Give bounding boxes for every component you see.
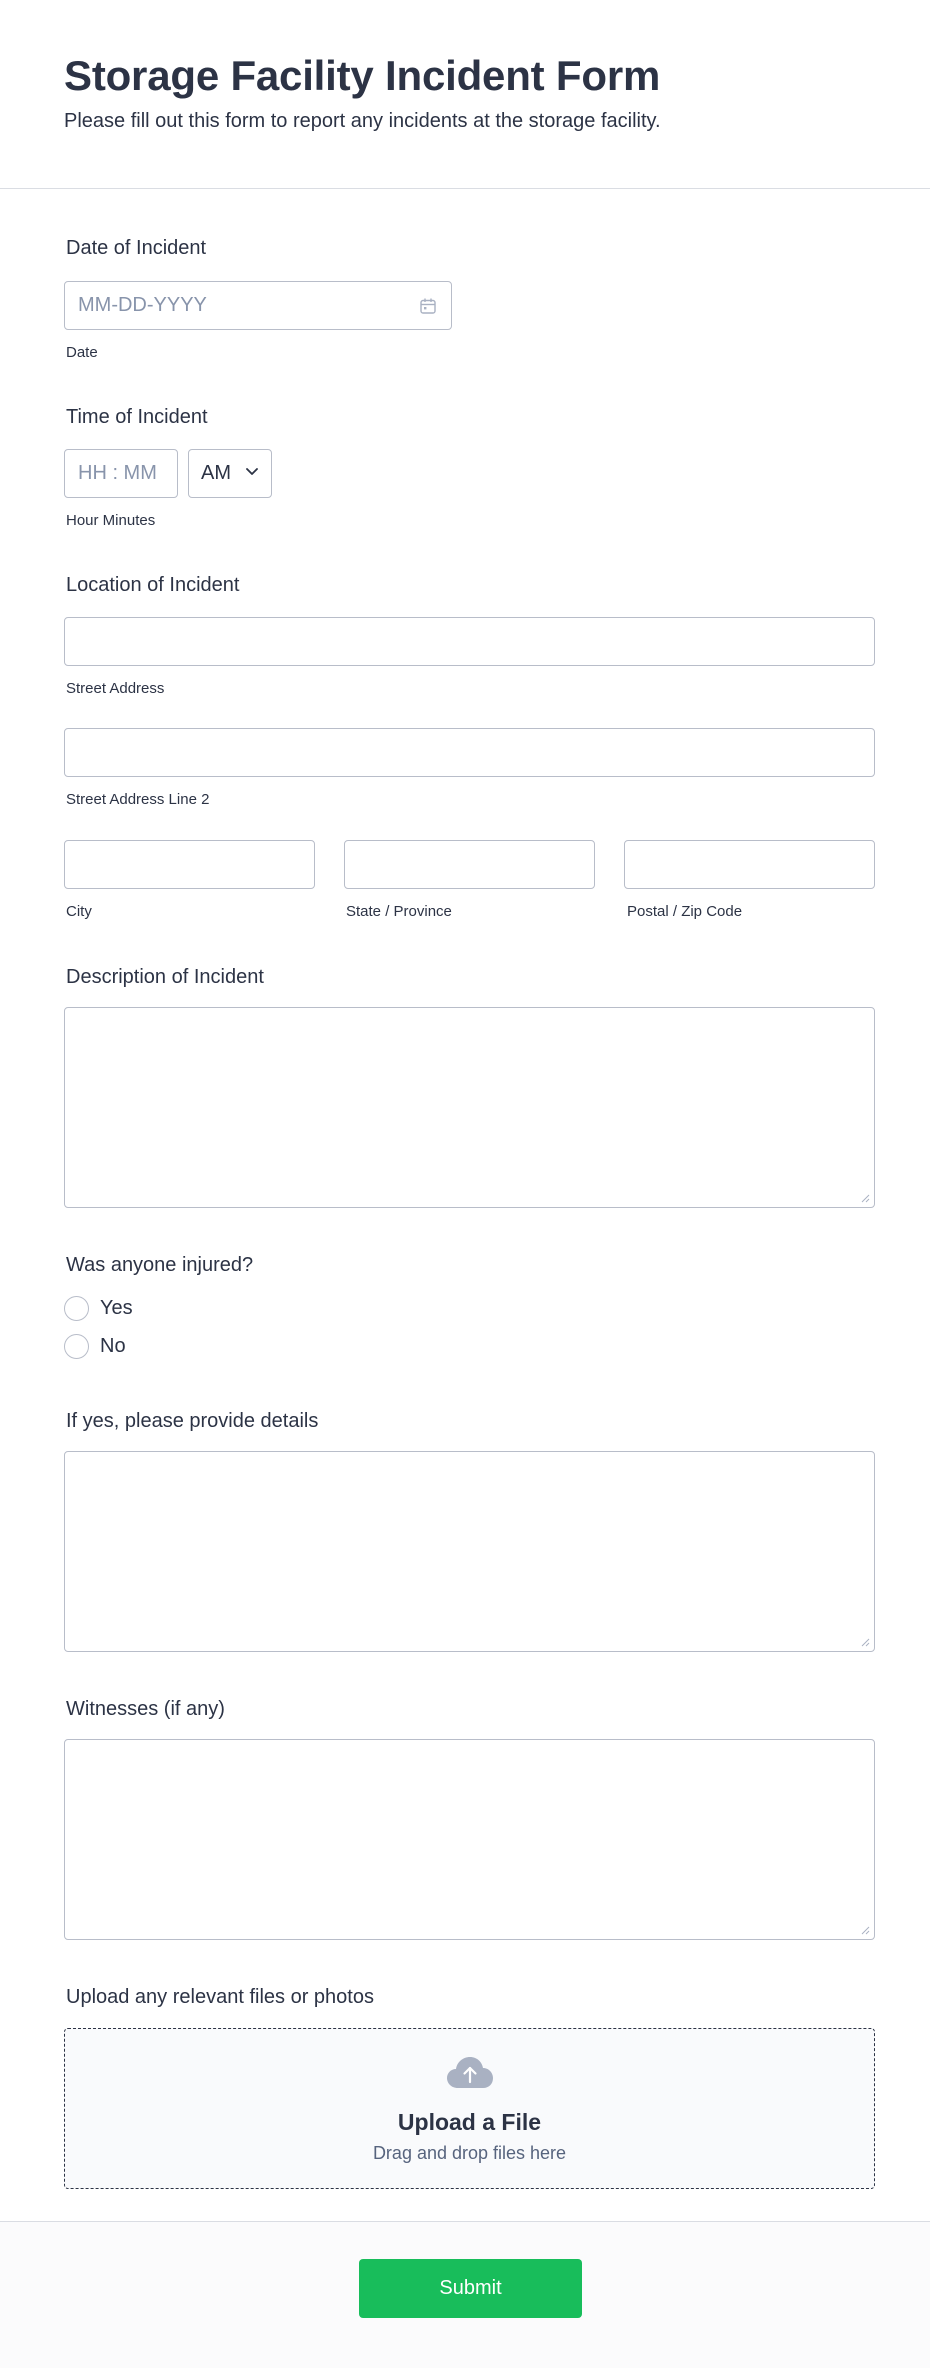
page-subtitle: Please fill out this form to report any incidents at the storage facility. xyxy=(64,110,661,132)
date-sublabel: Date xyxy=(66,344,98,361)
upload-label: Upload any relevant files or photos xyxy=(66,1986,374,2008)
witnesses-textarea[interactable] xyxy=(64,1739,875,1940)
location-label: Location of Incident xyxy=(66,574,240,596)
ampm-value: AM xyxy=(201,462,231,484)
postal-input[interactable] xyxy=(624,840,875,889)
street-address-2-sublabel: Street Address Line 2 xyxy=(66,791,210,808)
injury-details-label: If yes, please provide details xyxy=(66,1410,319,1432)
date-label: Date of Incident xyxy=(66,237,207,259)
resize-handle-icon[interactable] xyxy=(860,1925,870,1935)
upload-title: Upload a File xyxy=(397,2109,542,2135)
upload-subtitle: Drag and drop files here xyxy=(372,2143,567,2163)
time-sublabel: Hour Minutes xyxy=(66,512,156,529)
calendar-icon[interactable] xyxy=(419,297,437,315)
postal-sublabel: Postal / Zip Code xyxy=(627,903,743,920)
injured-yes-label[interactable]: Yes xyxy=(100,1297,133,1319)
injury-details-textarea[interactable] xyxy=(64,1451,875,1652)
street-address-sublabel: Street Address xyxy=(66,680,165,697)
date-placeholder: MM-DD-YYYY xyxy=(78,294,207,316)
city-input[interactable] xyxy=(64,840,315,889)
form-header xyxy=(0,0,930,189)
time-placeholder: HH : MM xyxy=(78,462,157,484)
resize-handle-icon[interactable] xyxy=(860,1193,870,1203)
chevron-down-icon xyxy=(245,467,259,477)
page-title: Storage Facility Incident Form xyxy=(64,52,661,99)
street-address-input[interactable] xyxy=(64,617,875,666)
description-label: Description of Incident xyxy=(66,966,264,988)
street-address-2-input[interactable] xyxy=(64,728,875,777)
time-input[interactable] xyxy=(64,449,178,498)
state-sublabel: State / Province xyxy=(346,903,452,920)
form-footer xyxy=(0,2221,930,2368)
description-textarea[interactable] xyxy=(64,1007,875,1208)
time-label: Time of Incident xyxy=(66,406,208,428)
file-upload-dropzone[interactable] xyxy=(64,2028,875,2189)
injured-yes-radio[interactable] xyxy=(64,1296,89,1321)
resize-handle-icon[interactable] xyxy=(860,1637,870,1647)
cloud-upload-icon xyxy=(446,2055,494,2091)
city-sublabel: City xyxy=(66,903,92,920)
state-input[interactable] xyxy=(344,840,595,889)
injured-no-label[interactable]: No xyxy=(100,1335,126,1357)
witnesses-label: Witnesses (if any) xyxy=(66,1698,225,1720)
submit-button[interactable]: Submit xyxy=(359,2259,582,2318)
date-input[interactable] xyxy=(64,281,452,330)
injured-no-radio[interactable] xyxy=(64,1334,89,1359)
injured-label: Was anyone injured? xyxy=(66,1254,254,1276)
ampm-select[interactable] xyxy=(188,449,272,498)
